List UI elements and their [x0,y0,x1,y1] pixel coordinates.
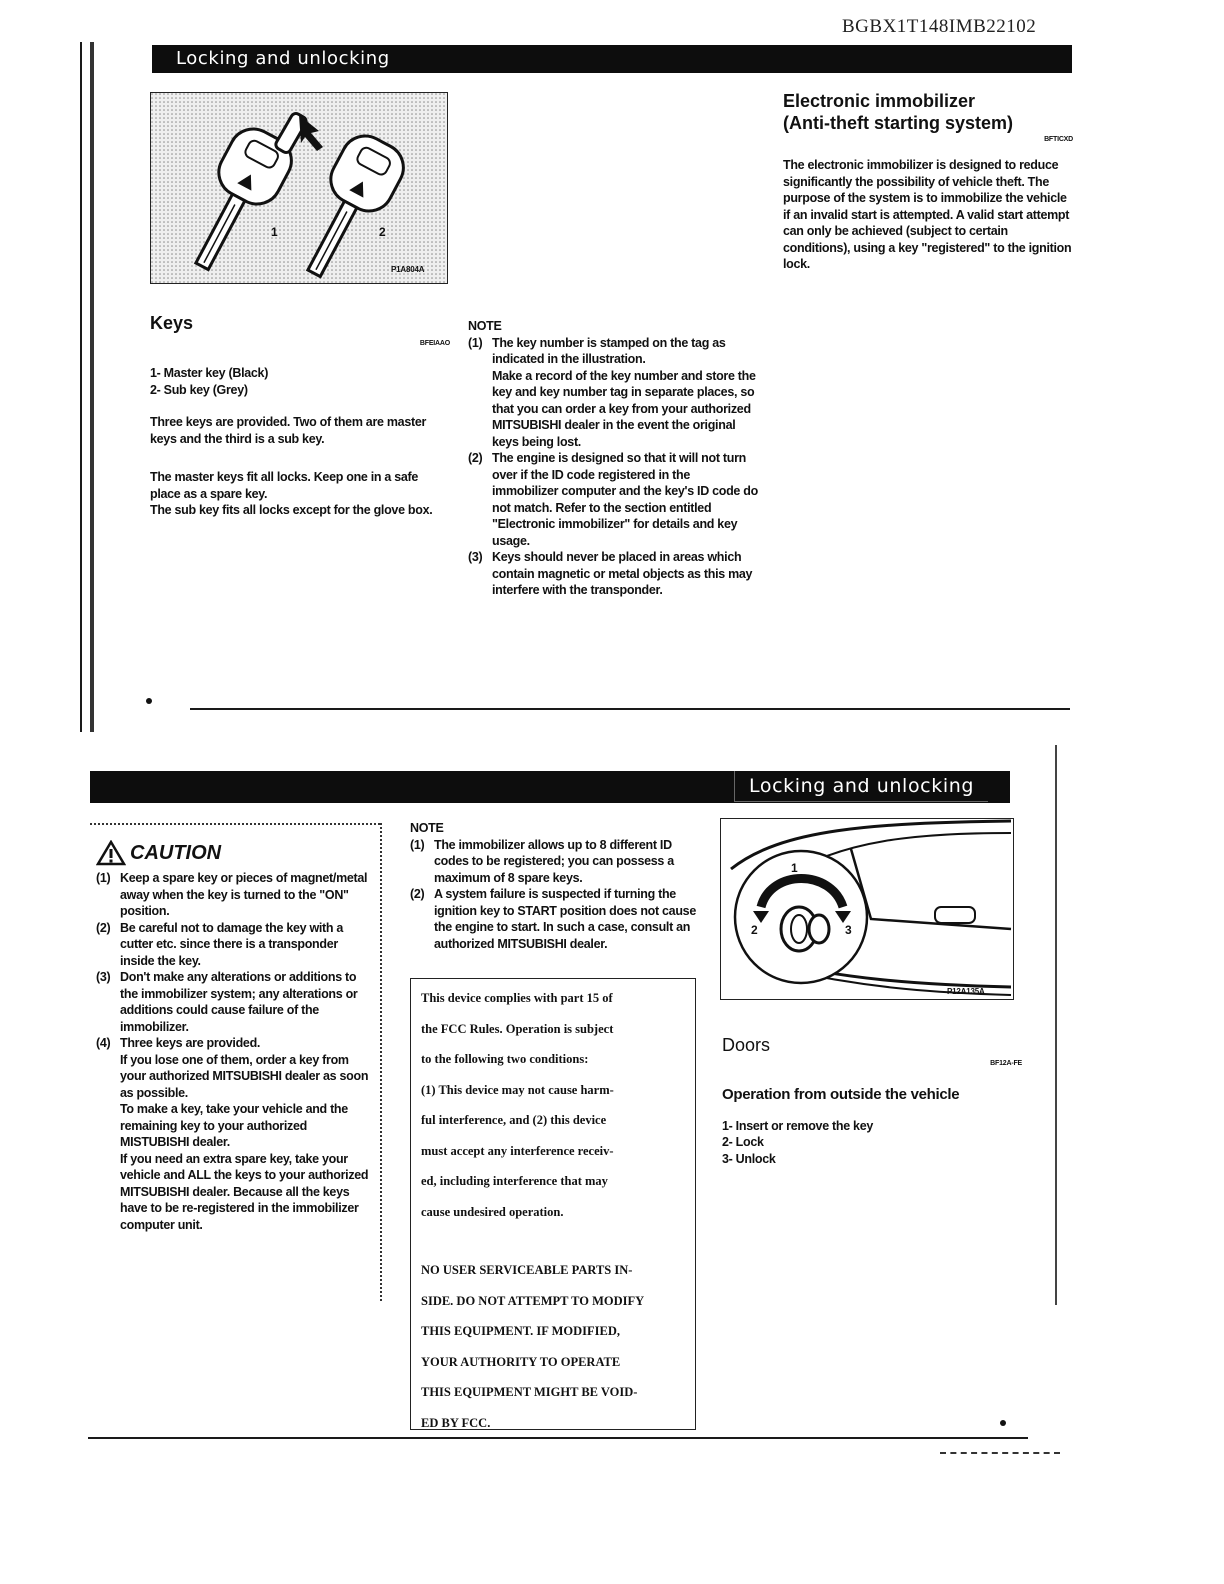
fcc-line: (1) This device may not cause harm- [421,1082,614,1097]
section-title-bar [90,771,1010,803]
fcc-warning-line: THIS EQUIPMENT MIGHT BE VOID- [421,1385,638,1399]
fcc-line: This device complies with part 15 of [421,991,613,1005]
caution-item: To make a key, take your vehicle and the remaining key to your authorized MISTUBISHI dealer. [120,1102,348,1149]
caution-item: If you lose one of them, order a key from your authorized MITSUBISHI dealer as soon as possible. [120,1052,369,1100]
caution-item: If you need an extra spare key, take your vehicle and ALL the keys to your authorized MITSUBISHI dealer. Because all the keys have to be re-registered in the immobilizer computer unit. [120,1151,369,1232]
immobilizer-text: The electronic immobilizer is designed to reduce significantly the possibility of vehicle theft. The purpose of the system is to immobilize the vehicle if an invalid start is attempted. A valid start attempt can only be achieved (subject to certain conditions), using a key "registered" to the ignition lock. [783,158,1072,271]
fcc-line: ful interference, and (2) this device [421,1113,607,1127]
note-list [410,837,698,953]
doors-code: BF12A-FE [990,1060,1022,1067]
callout-1: 1 [271,225,278,239]
immobilizer-code: BFTICXD [1044,136,1073,143]
keys-paragraph: The sub key fits all locks except for the glove box. [150,503,433,517]
margin-line [90,42,94,732]
keys-heading: Keys [150,313,194,333]
keys-drawing [151,93,447,283]
fcc-warning-line: YOUR AUTHORITY TO OPERATE [421,1354,621,1369]
callout-3: 3 [845,923,852,937]
note-item: (1) The key number is stamped on the tag as indicated in the illustration. [468,335,726,366]
fcc-warning-line: THIS EQUIPMENT. IF MODIFIED, [421,1324,620,1338]
caution-item: (2) Be careful not to damage the key with a cutter etc. since there is a transponder inside the key. [96,920,344,968]
key-list-item: 2- Sub key (Grey) [150,382,248,397]
page-divider [940,1452,1060,1454]
caution-item: (3) Don't make any alterations or additions to the immobilizer system; any alterations or additions could cause failure of the immobilizer. [96,970,358,1034]
doors-list-item: 3- Unlock [722,1151,776,1166]
immobilizer-note [410,820,698,952]
caution-border [90,823,380,825]
callout-2: 2 [379,225,386,239]
keys-paragraph: Three keys are provided. Two of them are master keys and the third is a sub key. [150,415,427,446]
note-item: (3) Keys should never be placed in areas which contain magnetic or metal objects as this may interfere with the transponder. [468,550,753,597]
margin-line [1055,745,1057,1305]
fcc-warning-line: ED BY FCC. [421,1415,491,1430]
note-item: (2) A system failure is suspected if turning the ignition key to START position does not cause the engine to start. In such a case, consult an authorized MITSUBISHI dealer. [410,887,696,951]
keys-section [150,312,450,519]
fcc-line: ed, including interference that may [421,1174,608,1188]
note-list [468,335,758,599]
keys-illustration [150,92,448,284]
page-divider [190,708,1070,710]
note-label: NOTE [410,821,444,835]
caution-title: CAUTION [96,840,372,866]
caution-item: (1) Keep a spare key or pieces of magnet/metal away when the key is turned to the "ON" position. [96,871,368,918]
doors-subheading: Operation from outside the vehicle [722,1086,960,1103]
fcc-line: must accept any interference receiv- [421,1143,614,1158]
callout-1: 1 [791,861,798,875]
section-title-label: Locking and unlocking [734,771,988,802]
fcc-line: the FCC Rules. Operation is subject [421,1021,614,1036]
page-mark [146,698,152,704]
fcc-line: to the following two conditions: [421,1052,589,1066]
figure-code: P1A804A [391,265,425,274]
figure-code: P12A135A [947,987,985,996]
doors-section [722,1034,1022,1167]
section-title-bar: Locking and unlocking [152,45,1072,73]
note-item: (1) The immobilizer allows up to 8 different ID codes to be registered; you can possess a maximum of 8 spare keys. [410,837,674,885]
caution-item: (4) Three keys are provided. [96,1036,261,1050]
document-id: BGBX1T148IMB22102 [842,16,1037,37]
keys-paragraph: The master keys fit all locks. Keep one in a safe place as a spare key. [150,470,419,501]
fcc-line: cause undesired operation. [421,1204,564,1219]
doors-heading: Doors [722,1035,771,1055]
margin-line [80,42,82,732]
note-label: NOTE [468,319,502,333]
callout-2: 2 [751,923,758,937]
keys-code: BFEIAAO [419,340,450,347]
caution-list [96,870,372,1233]
page-divider [88,1437,1028,1439]
caution-border [380,823,382,1301]
immobilizer-heading: (Anti-theft starting system) [783,113,1014,133]
fcc-warning-line: SIDE. DO NOT ATTEMPT TO MODIFY [421,1293,645,1308]
note-item: Make a record of the key number and store the key and key number tag in separate places, so that you can order a key from your authorized MITSUBISHI dealer in the event the original keys being lost. [492,368,756,449]
door-lock-illustration [720,818,1014,1000]
immobilizer-heading: Electronic immobilizer [783,91,976,111]
fcc-warning-line: NO USER SERVICEABLE PARTS IN- [421,1263,633,1277]
note-item: (2) The engine is designed so that it will not turn over if the ID code registered in the immobilizer computer and the key's ID code do not match. Refer to the section entitled "Electronic immobilizer" for details and key usage. [468,451,758,548]
keys-note [468,318,758,599]
warning-icon [96,840,126,866]
fcc-notice-box [410,978,696,1430]
page-mark [1000,1420,1006,1426]
doors-list-item: 1- Insert or remove the key [722,1118,873,1133]
doors-list-item: 2- Lock [722,1135,764,1149]
key-list-item: 1- Master key (Black) [150,366,269,380]
immobilizer-section [783,90,1073,273]
caution-box [96,840,372,1233]
door-lock-drawing [721,819,1013,999]
